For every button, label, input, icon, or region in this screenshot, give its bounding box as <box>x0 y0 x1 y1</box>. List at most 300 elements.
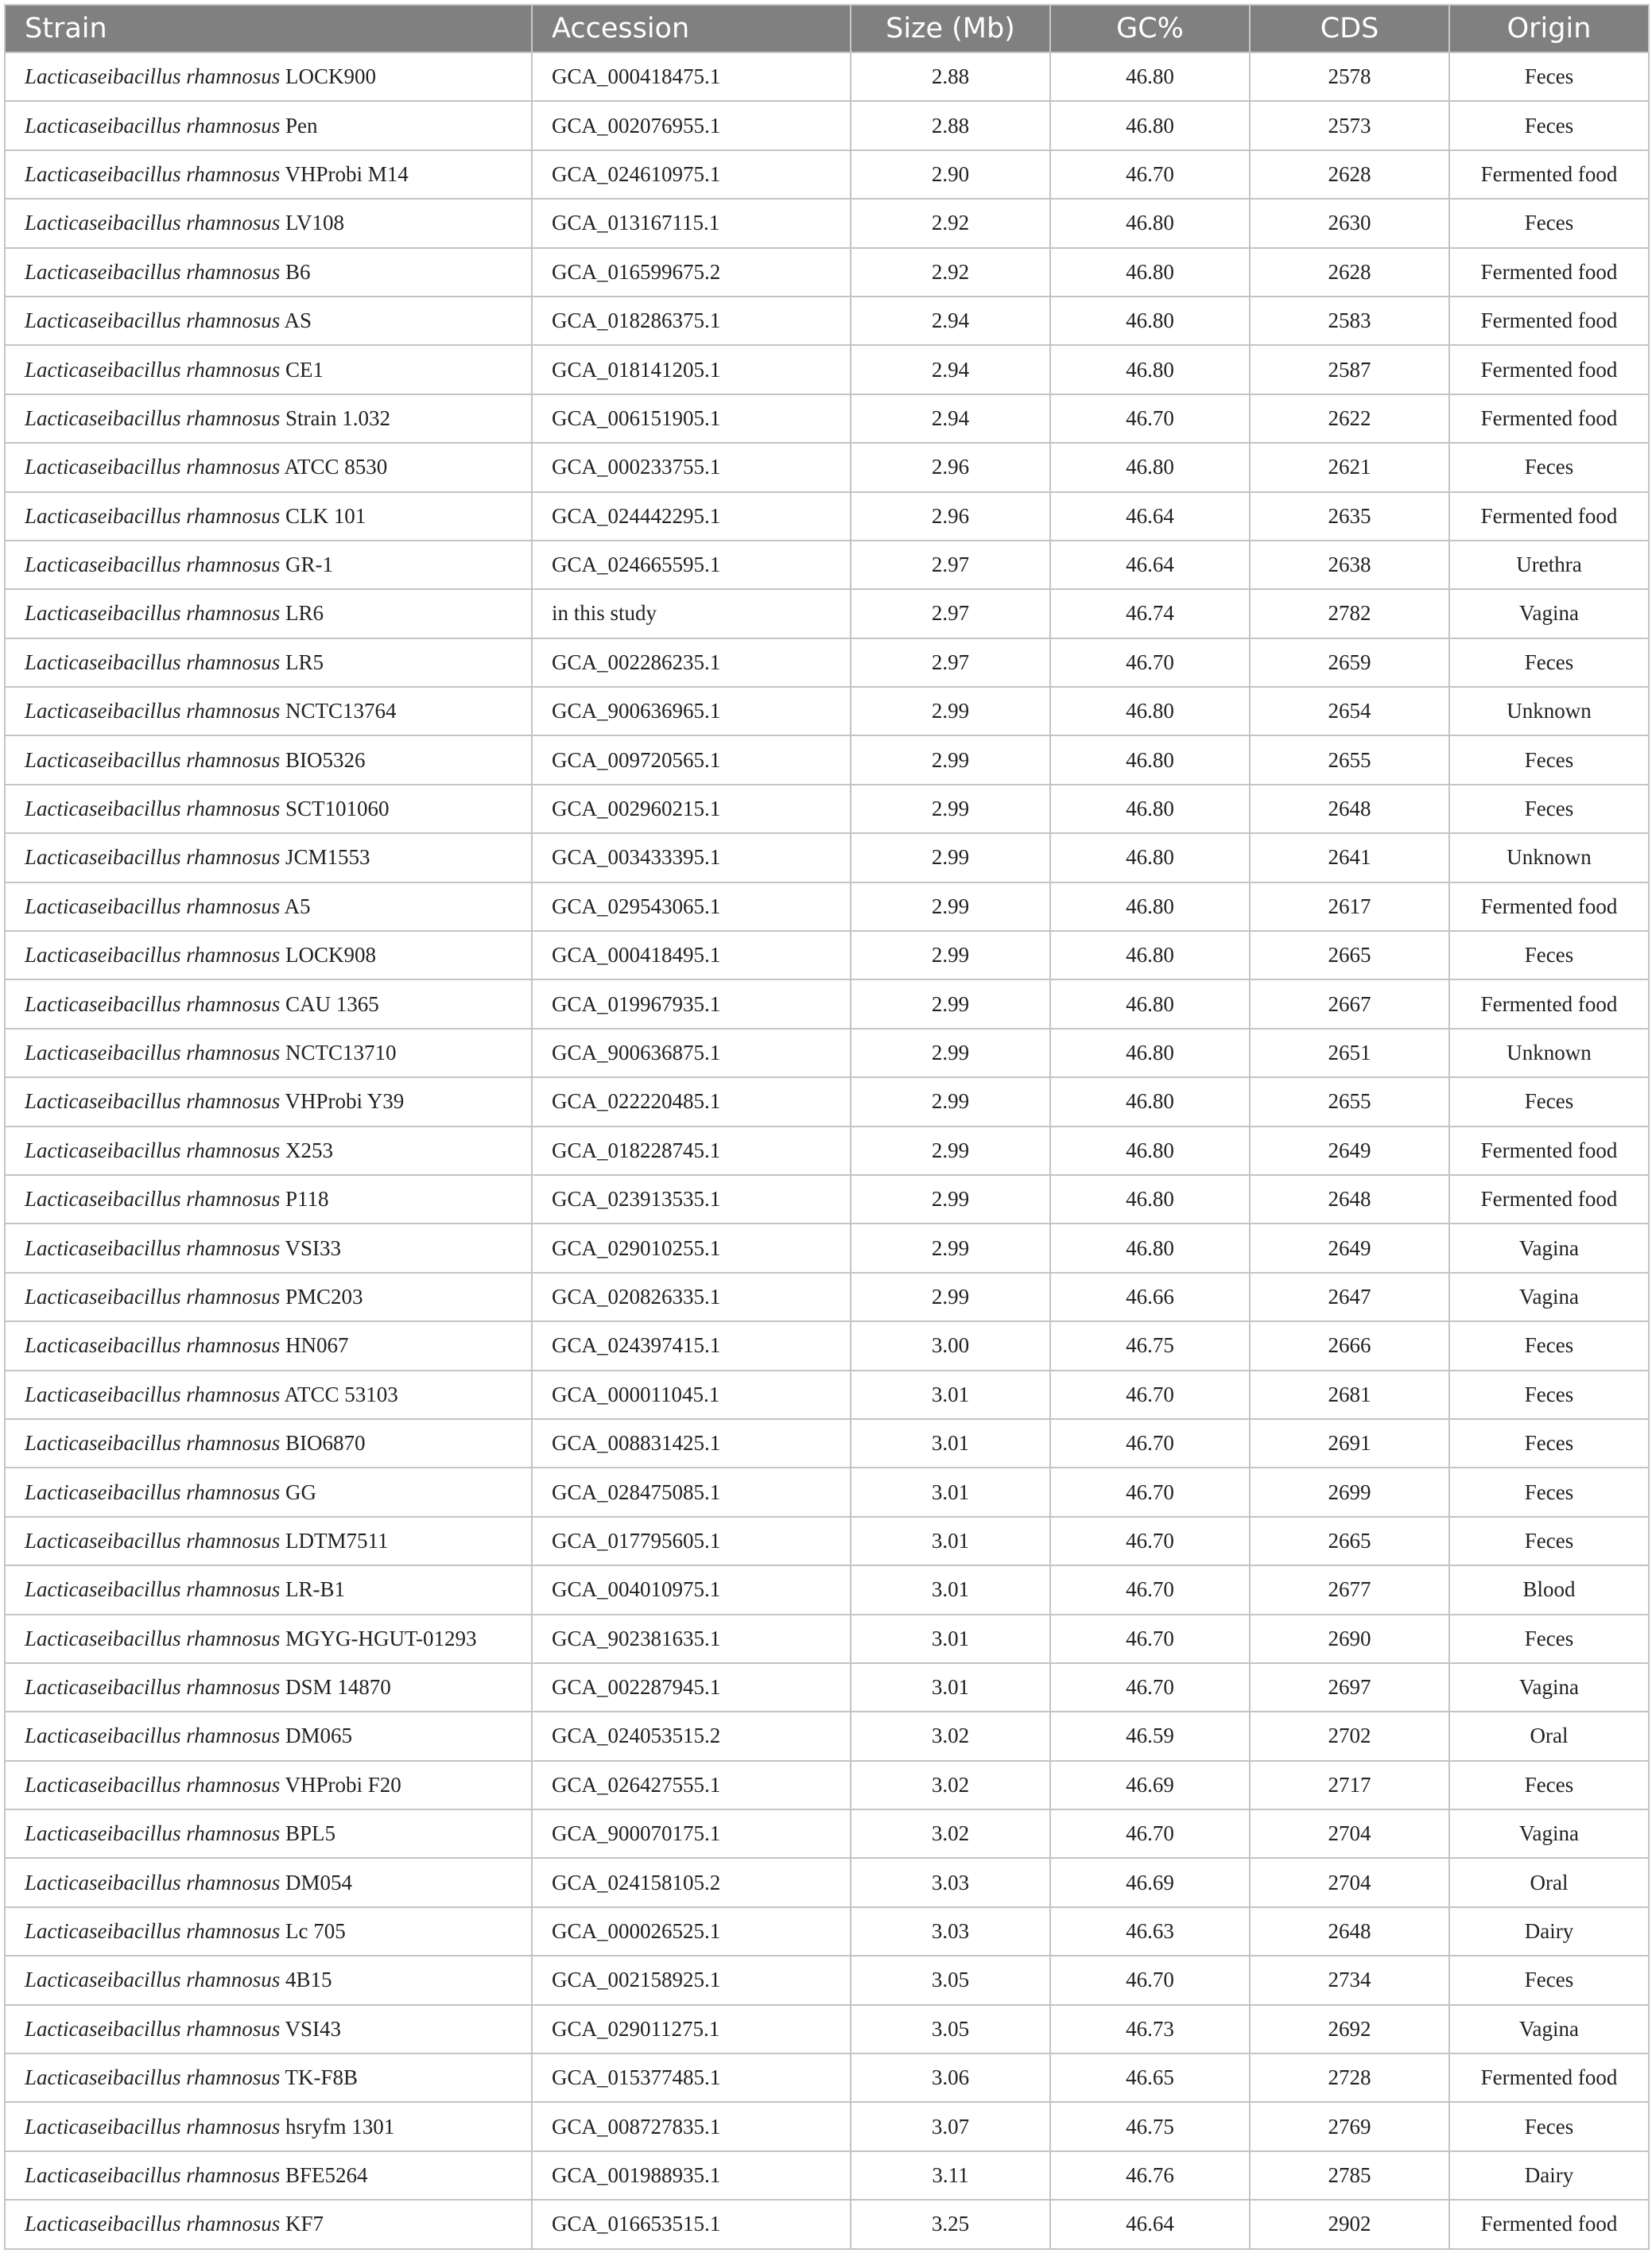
table-row <box>5 492 1649 541</box>
species-name: Lacticaseibacillus rhamnosus <box>25 1041 281 1065</box>
strain-cell <box>5 1712 532 1760</box>
species-name: Lacticaseibacillus rhamnosus <box>25 2065 281 2090</box>
table-row <box>5 785 1649 833</box>
strain-cell <box>5 1809 532 1858</box>
table-row <box>5 1224 1649 1272</box>
strain-cell <box>5 1663 532 1712</box>
strain-name: 4B15 <box>285 1968 332 1992</box>
gc-cell: 46.66 <box>1050 1273 1250 1321</box>
accession-cell: GCA_000011045.1 <box>532 1371 851 1419</box>
strain-cell <box>5 1029 532 1077</box>
table-row <box>5 2102 1649 2150</box>
size-cell: 2.99 <box>851 1224 1050 1272</box>
gc-cell: 46.80 <box>1050 345 1250 394</box>
origin-cell: Fermented food <box>1449 1175 1649 1224</box>
table-row <box>5 1273 1649 1321</box>
accession-cell: GCA_018141205.1 <box>532 345 851 394</box>
table-row <box>5 1077 1649 1126</box>
strain-name: MGYG-HGUT-01293 <box>285 1626 477 1650</box>
size-cell: 2.94 <box>851 394 1050 443</box>
gc-cell: 46.80 <box>1050 1127 1250 1175</box>
species-name: Lacticaseibacillus rhamnosus <box>25 405 281 430</box>
table-row <box>5 1712 1649 1760</box>
gc-cell: 46.80 <box>1050 735 1250 784</box>
strain-name: X253 <box>285 1138 334 1162</box>
table-row <box>5 101 1649 149</box>
strain-name: VHProbi Y39 <box>285 1089 405 1114</box>
column-header-gc[interactable]: GC% <box>1050 5 1250 52</box>
origin-cell: Fermented food <box>1449 150 1649 199</box>
strain-cell <box>5 2200 532 2248</box>
accession-cell: GCA_900636875.1 <box>532 1029 851 1077</box>
gc-cell: 46.70 <box>1050 1956 1250 2004</box>
size-cell: 2.99 <box>851 931 1050 979</box>
cds-cell: 2647 <box>1250 1273 1449 1321</box>
size-cell: 2.99 <box>851 735 1050 784</box>
accession-cell: GCA_900070175.1 <box>532 1809 851 1858</box>
species-name: Lacticaseibacillus rhamnosus <box>25 797 281 821</box>
species-name: Lacticaseibacillus rhamnosus <box>25 991 281 1016</box>
accession-cell: GCA_024665595.1 <box>532 541 851 589</box>
size-cell: 2.99 <box>851 882 1050 931</box>
gc-cell: 46.74 <box>1050 589 1250 638</box>
gc-cell: 46.70 <box>1050 394 1250 443</box>
cds-cell: 2635 <box>1250 492 1449 541</box>
strain-cell <box>5 1175 532 1224</box>
cds-cell: 2649 <box>1250 1127 1449 1175</box>
strain-name: AS <box>284 308 312 333</box>
accession-cell: GCA_000233755.1 <box>532 443 851 491</box>
accession-cell: GCA_024397415.1 <box>532 1321 851 1370</box>
cds-cell: 2648 <box>1250 785 1449 833</box>
origin-cell: Feces <box>1449 199 1649 247</box>
accession-cell: GCA_000418475.1 <box>532 52 851 101</box>
cds-cell: 2702 <box>1250 1712 1449 1760</box>
header-row <box>5 5 1649 52</box>
table-row <box>5 1956 1649 2004</box>
column-header-origin[interactable]: Origin <box>1449 5 1649 52</box>
table-row <box>5 345 1649 394</box>
strain-name: NCTC13710 <box>285 1041 397 1065</box>
strain-name: SCT101060 <box>285 797 390 821</box>
strain-name: Lc 705 <box>285 1919 346 1944</box>
size-cell: 3.01 <box>851 1517 1050 1565</box>
strain-cell <box>5 1761 532 1809</box>
strain-cell <box>5 882 532 931</box>
origin-cell: Feces <box>1449 1615 1649 1663</box>
column-header-strain[interactable]: Strain <box>5 5 532 52</box>
species-name: Lacticaseibacillus rhamnosus <box>25 1968 281 1992</box>
strain-cell <box>5 1956 532 2004</box>
size-cell: 2.99 <box>851 979 1050 1028</box>
cds-cell: 2583 <box>1250 297 1449 345</box>
size-cell: 2.97 <box>851 541 1050 589</box>
cds-cell: 2578 <box>1250 52 1449 101</box>
gc-cell: 46.75 <box>1050 2102 1250 2150</box>
strain-cell <box>5 248 532 297</box>
table-row <box>5 979 1649 1028</box>
size-cell: 3.01 <box>851 1615 1050 1663</box>
accession-cell: GCA_017795605.1 <box>532 1517 851 1565</box>
cds-cell: 2638 <box>1250 541 1449 589</box>
table-row <box>5 882 1649 931</box>
size-cell: 3.00 <box>851 1321 1050 1370</box>
gc-cell: 46.65 <box>1050 2053 1250 2102</box>
cds-cell: 2587 <box>1250 345 1449 394</box>
strain-cell <box>5 979 532 1028</box>
accession-cell: GCA_002960215.1 <box>532 785 851 833</box>
strain-cell <box>5 1419 532 1468</box>
strain-name: ATCC 53103 <box>284 1382 398 1406</box>
strain-cell <box>5 1077 532 1126</box>
species-name: Lacticaseibacillus rhamnosus <box>25 1235 281 1260</box>
table-row <box>5 443 1649 491</box>
accession-cell: GCA_001988935.1 <box>532 2151 851 2200</box>
table-row <box>5 52 1649 101</box>
table-row <box>5 1321 1649 1370</box>
origin-cell: Urethra <box>1449 541 1649 589</box>
species-name: Lacticaseibacillus rhamnosus <box>25 161 281 186</box>
strain-cell <box>5 1615 532 1663</box>
origin-cell: Feces <box>1449 1321 1649 1370</box>
cds-cell: 2699 <box>1250 1468 1449 1516</box>
strain-name: DSM 14870 <box>285 1675 391 1700</box>
strain-name: GG <box>285 1479 317 1504</box>
origin-cell: Fermented food <box>1449 882 1649 931</box>
size-cell: 3.05 <box>851 1956 1050 2004</box>
table-row <box>5 1761 1649 1809</box>
strain-name: A5 <box>284 894 311 918</box>
origin-cell: Oral <box>1449 1712 1649 1760</box>
origin-cell: Dairy <box>1449 2151 1649 2200</box>
species-name: Lacticaseibacillus rhamnosus <box>25 211 281 235</box>
gc-cell: 46.69 <box>1050 1761 1250 1809</box>
gc-cell: 46.59 <box>1050 1712 1250 1760</box>
table-row <box>5 248 1649 297</box>
species-name: Lacticaseibacillus rhamnosus <box>25 1675 281 1700</box>
accession-cell: GCA_016653515.1 <box>532 2200 851 2248</box>
species-name: Lacticaseibacillus rhamnosus <box>25 1089 281 1114</box>
origin-cell: Fermented food <box>1449 492 1649 541</box>
gc-cell: 46.80 <box>1050 882 1250 931</box>
accession-cell: GCA_024610975.1 <box>532 150 851 199</box>
strain-cell <box>5 52 532 101</box>
accession-cell: GCA_015377485.1 <box>532 2053 851 2102</box>
origin-cell: Fermented food <box>1449 2200 1649 2248</box>
origin-cell: Feces <box>1449 1077 1649 1126</box>
gc-cell: 46.80 <box>1050 52 1250 101</box>
accession-cell: GCA_008727835.1 <box>532 2102 851 2150</box>
size-cell: 3.01 <box>851 1663 1050 1712</box>
origin-cell: Unknown <box>1449 687 1649 735</box>
strain-cell <box>5 687 532 735</box>
accession-cell: GCA_020826335.1 <box>532 1273 851 1321</box>
strain-name: DM065 <box>285 1724 353 1748</box>
accession-cell: GCA_013167115.1 <box>532 199 851 247</box>
cds-cell: 2667 <box>1250 979 1449 1028</box>
size-cell: 2.96 <box>851 492 1050 541</box>
species-name: Lacticaseibacillus rhamnosus <box>25 747 281 772</box>
origin-cell: Feces <box>1449 1761 1649 1809</box>
origin-cell: Feces <box>1449 443 1649 491</box>
accession-cell: GCA_006151905.1 <box>532 394 851 443</box>
table-row <box>5 1858 1649 1906</box>
species-name: Lacticaseibacillus rhamnosus <box>25 1382 281 1406</box>
accession-cell: GCA_029543065.1 <box>532 882 851 931</box>
strain-cell <box>5 199 532 247</box>
origin-cell: Feces <box>1449 638 1649 687</box>
table-row <box>5 1371 1649 1419</box>
gc-cell: 46.80 <box>1050 443 1250 491</box>
size-cell: 2.92 <box>851 199 1050 247</box>
strain-cell <box>5 1565 532 1614</box>
table-row <box>5 1029 1649 1077</box>
origin-cell: Blood <box>1449 1565 1649 1614</box>
cds-cell: 2902 <box>1250 2200 1449 2248</box>
species-name: Lacticaseibacillus rhamnosus <box>25 650 281 674</box>
species-name: Lacticaseibacillus rhamnosus <box>25 1821 281 1846</box>
column-header-cds[interactable]: CDS <box>1250 5 1449 52</box>
size-cell: 2.99 <box>851 687 1050 735</box>
table-row <box>5 1907 1649 1956</box>
cds-cell: 2681 <box>1250 1371 1449 1419</box>
cds-cell: 2704 <box>1250 1809 1449 1858</box>
strain-name: NCTC13764 <box>285 699 397 723</box>
cds-cell: 2649 <box>1250 1224 1449 1272</box>
size-cell: 3.05 <box>851 2005 1050 2053</box>
strain-name: CE1 <box>285 357 324 382</box>
gc-cell: 46.80 <box>1050 199 1250 247</box>
cds-cell: 2651 <box>1250 1029 1449 1077</box>
accession-cell: GCA_024442295.1 <box>532 492 851 541</box>
origin-cell: Feces <box>1449 1468 1649 1516</box>
strain-cell <box>5 1858 532 1906</box>
strain-name: LOCK908 <box>285 943 377 968</box>
table-row <box>5 150 1649 199</box>
gc-cell: 46.73 <box>1050 2005 1250 2053</box>
strain-name: VSI43 <box>285 2016 342 2041</box>
strain-name: CAU 1365 <box>285 991 379 1016</box>
species-name: Lacticaseibacillus rhamnosus <box>25 2212 281 2236</box>
accession-cell: GCA_023913535.1 <box>532 1175 851 1224</box>
accession-cell: GCA_000026525.1 <box>532 1907 851 1956</box>
strain-name: KF7 <box>285 2212 324 2236</box>
species-name: Lacticaseibacillus rhamnosus <box>25 1333 281 1358</box>
species-name: Lacticaseibacillus rhamnosus <box>25 601 281 626</box>
strain-cell <box>5 785 532 833</box>
species-name: Lacticaseibacillus rhamnosus <box>25 1870 281 1894</box>
origin-cell: Fermented food <box>1449 394 1649 443</box>
accession-cell: GCA_003433395.1 <box>532 833 851 882</box>
strain-name: LDTM7511 <box>285 1528 389 1553</box>
strain-name: VHProbi M14 <box>285 161 409 186</box>
strain-name: HN067 <box>285 1333 349 1358</box>
strain-name: DM054 <box>285 1870 353 1894</box>
cds-cell: 2630 <box>1250 199 1449 247</box>
origin-cell: Vagina <box>1449 2005 1649 2053</box>
size-cell: 3.02 <box>851 1809 1050 1858</box>
species-name: Lacticaseibacillus rhamnosus <box>25 699 281 723</box>
accession-cell: GCA_028475085.1 <box>532 1468 851 1516</box>
size-cell: 2.88 <box>851 101 1050 149</box>
size-cell: 2.97 <box>851 589 1050 638</box>
gc-cell: 46.64 <box>1050 541 1250 589</box>
strain-name: Pen <box>285 113 318 138</box>
table-row <box>5 833 1649 882</box>
accession-cell: GCA_002158925.1 <box>532 1956 851 2004</box>
column-header-size[interactable]: Size (Mb) <box>851 5 1050 52</box>
table-body <box>5 52 1649 2249</box>
cds-cell: 2573 <box>1250 101 1449 149</box>
species-name: Lacticaseibacillus rhamnosus <box>25 455 281 479</box>
cds-cell: 2648 <box>1250 1907 1449 1956</box>
table-row <box>5 297 1649 345</box>
origin-cell: Fermented food <box>1449 2053 1649 2102</box>
genome-table <box>4 4 1650 2250</box>
origin-cell: Feces <box>1449 1419 1649 1468</box>
table-row <box>5 1127 1649 1175</box>
origin-cell: Vagina <box>1449 1663 1649 1712</box>
accession-cell: GCA_026427555.1 <box>532 1761 851 1809</box>
cds-cell: 2655 <box>1250 735 1449 784</box>
strain-cell <box>5 1224 532 1272</box>
strain-name: BPL5 <box>285 1821 336 1846</box>
column-header-accession[interactable]: Accession <box>532 5 851 52</box>
size-cell: 3.06 <box>851 2053 1050 2102</box>
gc-cell: 46.80 <box>1050 1224 1250 1272</box>
table-row <box>5 1175 1649 1224</box>
accession-cell: GCA_009720565.1 <box>532 735 851 784</box>
species-name: Lacticaseibacillus rhamnosus <box>25 553 281 577</box>
size-cell: 2.94 <box>851 297 1050 345</box>
species-name: Lacticaseibacillus rhamnosus <box>25 64 281 89</box>
gc-cell: 46.80 <box>1050 931 1250 979</box>
size-cell: 3.07 <box>851 2102 1050 2150</box>
strain-cell <box>5 1371 532 1419</box>
gc-cell: 46.70 <box>1050 638 1250 687</box>
strain-cell <box>5 1273 532 1321</box>
size-cell: 3.01 <box>851 1468 1050 1516</box>
cds-cell: 2728 <box>1250 2053 1449 2102</box>
cds-cell: 2617 <box>1250 882 1449 931</box>
strain-cell <box>5 150 532 199</box>
size-cell: 2.99 <box>851 1127 1050 1175</box>
strain-cell <box>5 931 532 979</box>
accession-cell: GCA_029011275.1 <box>532 2005 851 2053</box>
accession-cell: in this study <box>532 589 851 638</box>
species-name: Lacticaseibacillus rhamnosus <box>25 1138 281 1162</box>
gc-cell: 46.64 <box>1050 2200 1250 2248</box>
accession-cell: GCA_019967935.1 <box>532 979 851 1028</box>
species-name: Lacticaseibacillus rhamnosus <box>25 1626 281 1650</box>
origin-cell: Vagina <box>1449 1273 1649 1321</box>
species-name: Lacticaseibacillus rhamnosus <box>25 308 281 333</box>
gc-cell: 46.70 <box>1050 1615 1250 1663</box>
strain-cell <box>5 2005 532 2053</box>
strain-cell <box>5 1517 532 1565</box>
species-name: Lacticaseibacillus rhamnosus <box>25 1187 281 1212</box>
species-name: Lacticaseibacillus rhamnosus <box>25 1724 281 1748</box>
size-cell: 3.01 <box>851 1565 1050 1614</box>
table-row <box>5 541 1649 589</box>
gc-cell: 46.80 <box>1050 101 1250 149</box>
table-row <box>5 394 1649 443</box>
strain-cell <box>5 1907 532 1956</box>
table-row <box>5 2151 1649 2200</box>
size-cell: 2.99 <box>851 785 1050 833</box>
strain-name: Strain 1.032 <box>285 405 391 430</box>
size-cell: 2.92 <box>851 248 1050 297</box>
gc-cell: 46.76 <box>1050 2151 1250 2200</box>
strain-cell <box>5 735 532 784</box>
size-cell: 3.02 <box>851 1712 1050 1760</box>
gc-cell: 46.70 <box>1050 1517 1250 1565</box>
species-name: Lacticaseibacillus rhamnosus <box>25 259 281 284</box>
accession-cell: GCA_902381635.1 <box>532 1615 851 1663</box>
origin-cell: Feces <box>1449 1956 1649 2004</box>
size-cell: 2.99 <box>851 1273 1050 1321</box>
cds-cell: 2704 <box>1250 1858 1449 1906</box>
size-cell: 2.97 <box>851 638 1050 687</box>
origin-cell: Unknown <box>1449 833 1649 882</box>
size-cell: 3.01 <box>851 1371 1050 1419</box>
species-name: Lacticaseibacillus rhamnosus <box>25 1577 281 1602</box>
origin-cell: Feces <box>1449 2102 1649 2150</box>
gc-cell: 46.80 <box>1050 248 1250 297</box>
strain-name: BFE5264 <box>285 2162 368 2187</box>
size-cell: 3.01 <box>851 1419 1050 1468</box>
strain-name: LV108 <box>285 211 345 235</box>
gc-cell: 46.80 <box>1050 979 1250 1028</box>
origin-cell: Feces <box>1449 785 1649 833</box>
strain-cell <box>5 2102 532 2150</box>
accession-cell: GCA_002287945.1 <box>532 1663 851 1712</box>
gc-cell: 46.80 <box>1050 297 1250 345</box>
size-cell: 2.88 <box>851 52 1050 101</box>
size-cell: 2.94 <box>851 345 1050 394</box>
origin-cell: Fermented food <box>1449 979 1649 1028</box>
strain-cell <box>5 345 532 394</box>
strain-cell <box>5 1127 532 1175</box>
strain-cell <box>5 394 532 443</box>
strain-name: GR-1 <box>285 553 334 577</box>
origin-cell: Feces <box>1449 101 1649 149</box>
cds-cell: 2677 <box>1250 1565 1449 1614</box>
table-row <box>5 1615 1649 1663</box>
species-name: Lacticaseibacillus rhamnosus <box>25 1479 281 1504</box>
species-name: Lacticaseibacillus rhamnosus <box>25 2016 281 2041</box>
size-cell: 3.03 <box>851 1907 1050 1956</box>
accession-cell: GCA_002076955.1 <box>532 101 851 149</box>
species-name: Lacticaseibacillus rhamnosus <box>25 943 281 968</box>
species-name: Lacticaseibacillus rhamnosus <box>25 113 281 138</box>
accession-cell: GCA_016599675.2 <box>532 248 851 297</box>
gc-cell: 46.80 <box>1050 1029 1250 1077</box>
gc-cell: 46.64 <box>1050 492 1250 541</box>
cds-cell: 2692 <box>1250 2005 1449 2053</box>
cds-cell: 2655 <box>1250 1077 1449 1126</box>
strain-cell <box>5 101 532 149</box>
origin-cell: Feces <box>1449 735 1649 784</box>
size-cell: 3.11 <box>851 2151 1050 2200</box>
strain-cell <box>5 638 532 687</box>
size-cell: 2.96 <box>851 443 1050 491</box>
table-row <box>5 1517 1649 1565</box>
origin-cell: Vagina <box>1449 1809 1649 1858</box>
table-row <box>5 2005 1649 2053</box>
origin-cell: Vagina <box>1449 1224 1649 1272</box>
cds-cell: 2697 <box>1250 1663 1449 1712</box>
